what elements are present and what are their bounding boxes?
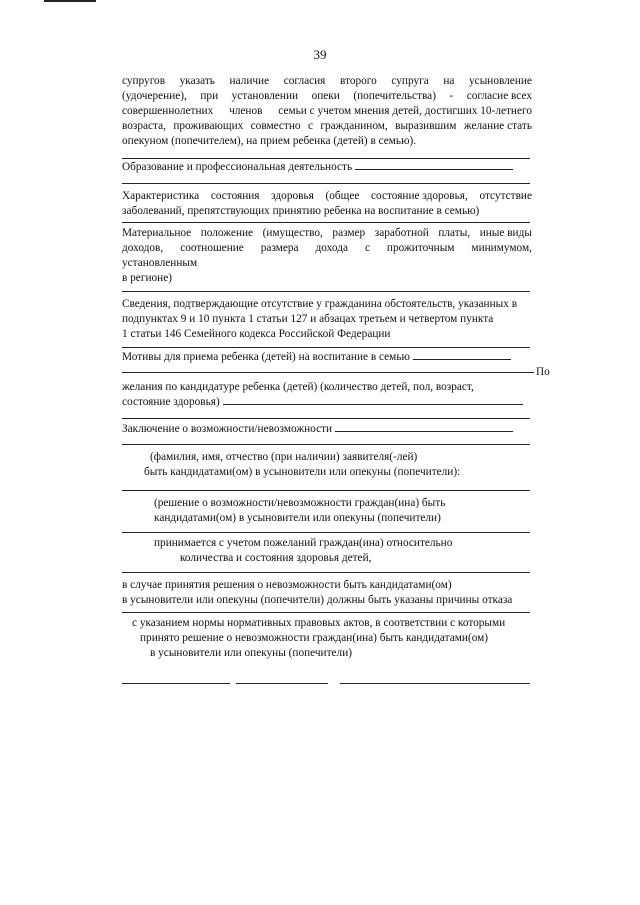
signature-line-2 [236, 683, 328, 684]
intro-word: согласие всех [466, 90, 532, 102]
wishes-blank [223, 396, 523, 405]
material-field [122, 226, 532, 286]
info-underline [122, 347, 530, 348]
info-line-3: 1 статьи 146 Семейного кодекса Российской Федерации [122, 328, 391, 340]
wishes-line-1: желания по кандидатуре ребенка (детей) (количество детей, пол, возраст, [122, 381, 474, 393]
health-word: (общее [325, 190, 360, 202]
intro-word: супруга [391, 75, 429, 87]
applicant-underline [122, 490, 530, 491]
education-label: Образование и профессиональная деятельность [122, 161, 353, 173]
health-line-2: заболеваний, препятствующих принятию ребенка на воспитание в семью) [122, 205, 480, 217]
material-word: дохода [315, 242, 348, 254]
health-word: состояния [210, 190, 260, 202]
material-line-2 [122, 241, 532, 256]
signature-line-1 [122, 683, 230, 684]
education-blank [355, 161, 513, 170]
intro-word: желание стать [463, 120, 532, 132]
intro-word: согласия [283, 75, 326, 87]
intro-word: выразившим [395, 120, 457, 132]
health-word: Характеристика [122, 190, 200, 202]
conclusion-field [122, 422, 542, 437]
intro-word: (удочерение), [122, 90, 187, 102]
education-underline [122, 183, 530, 184]
intro-paragraph [122, 74, 532, 149]
intro-word: - [449, 90, 454, 102]
refusal-underline [122, 612, 530, 613]
intro-line [122, 104, 532, 119]
intro-word: опеки [311, 90, 340, 102]
considering-field [122, 536, 542, 566]
intro-line [122, 74, 532, 89]
considering-underline [122, 572, 530, 573]
material-word: (имущество, [262, 227, 323, 239]
decision-line-1: (решение о возможности/невозможности граждан(ина) быть [154, 497, 446, 509]
applicant-line-2: быть кандидатами(ом) в усыновители или опекуны (попечители): [144, 466, 461, 478]
health-word: отсутствие [479, 190, 532, 202]
material-word: положение [200, 227, 254, 239]
decision-line-2: кандидатами(ом) в усыновители или опекуны (попечители) [154, 512, 441, 524]
decision-underline [122, 532, 530, 533]
health-underline [122, 222, 530, 223]
intro-word: гражданином, [320, 120, 388, 132]
motives-label: Мотивы для приема ребенка (детей) на воспитание в семью [122, 351, 410, 363]
wishes-underline [122, 418, 530, 419]
material-word: платы, [438, 227, 471, 239]
material-line-1 [122, 226, 532, 241]
intro-word: совместно [250, 120, 301, 132]
intro-word: при [200, 90, 219, 102]
applicant-field [122, 450, 542, 480]
conclusion-underline [122, 444, 530, 445]
wishes-po: По [536, 366, 550, 378]
education-field [122, 160, 532, 175]
norms-field [122, 616, 542, 661]
refusal-field [122, 578, 542, 608]
intro-line [122, 119, 532, 134]
material-word: соотношение [180, 242, 244, 254]
intro-last-line: опекуном (попечителем), на прием ребенка (детей) в семью). [122, 135, 417, 147]
intro-word: установлении [231, 90, 299, 102]
material-word: минимумом, [471, 242, 532, 254]
norms-line-3: в усыновители или опекуны (попечители) [150, 647, 352, 659]
intro-word: супругов [122, 75, 166, 87]
conclusion-blank [335, 423, 513, 432]
info-field [122, 297, 538, 342]
intro-word: усыновление [469, 75, 532, 87]
intro-underline [122, 158, 530, 159]
material-word: прожиточным [386, 242, 455, 254]
material-line-3: установленным [122, 257, 198, 269]
material-word: иные виды [479, 227, 532, 239]
intro-word: наличие [229, 75, 270, 87]
intro-word: второго [339, 75, 377, 87]
info-line-1: Сведения, подтверждающие отсутствие у гражданина обстоятельств, указанных в [122, 298, 518, 310]
intro-word: совершеннолетних [122, 105, 214, 117]
motives-field [122, 350, 542, 365]
health-line-1 [122, 189, 532, 204]
conclusion-label: Заключение о возможности/невозможности [122, 423, 333, 435]
signature-line-3 [340, 683, 530, 684]
intro-word: на [443, 75, 455, 87]
refusal-line-1: в случае принятия решения о невозможности быть кандидатами(ом) [122, 579, 452, 591]
intro-word: членов [229, 105, 263, 117]
material-line-4: в регионе) [122, 272, 172, 284]
intro-line [122, 89, 532, 104]
norms-line-2: принято решение о невозможности граждан(ина) быть кандидатами(ом) [140, 632, 489, 644]
material-word: заработной [374, 227, 429, 239]
material-underline [122, 291, 530, 292]
norms-line-1: с указанием нормы нормативных правовых актов, в соответствии с которыми [132, 617, 506, 629]
health-word: состояние здоровья, [371, 190, 468, 202]
intro-word: проживающих [173, 120, 244, 132]
motives-blank [413, 351, 511, 360]
considering-line-1: принимается с учетом пожеланий граждан(ина) относительно [154, 537, 453, 549]
applicant-line-1: (фамилия, имя, отчество (при наличии) заявителя(-лей) [150, 451, 418, 463]
intro-justified-lines [122, 74, 532, 134]
material-word: доходов, [122, 242, 164, 254]
health-word: здоровья [271, 190, 314, 202]
intro-word: с [307, 120, 313, 132]
material-word: размера [260, 242, 299, 254]
info-line-2: подпунктах 9 и 10 пункта 1 статьи 127 и абзацах третьем и четвертом пункта [122, 313, 494, 325]
decision-field [122, 496, 542, 526]
intro-word: указать [179, 75, 215, 87]
motives-underline [122, 372, 534, 373]
wishes-line-2: состояние здоровья) [122, 396, 220, 408]
intro-word: возраста, [122, 120, 166, 132]
wishes-field [122, 380, 542, 410]
health-field [122, 189, 532, 219]
material-word: с [364, 242, 370, 254]
top-rule [44, 0, 96, 2]
intro-word: семьи с учетом мнения детей, достигших 10-летнего [278, 105, 532, 117]
material-word: Материальное [122, 227, 192, 239]
intro-word: (попечительства) [353, 90, 436, 102]
page-number: 39 [313, 47, 327, 62]
considering-line-2: количества и состояния здоровья детей, [180, 552, 372, 564]
material-word: размер [332, 227, 366, 239]
refusal-line-2: в усыновители или опекуны (попечители) должны быть указаны причины отказа [122, 594, 513, 606]
